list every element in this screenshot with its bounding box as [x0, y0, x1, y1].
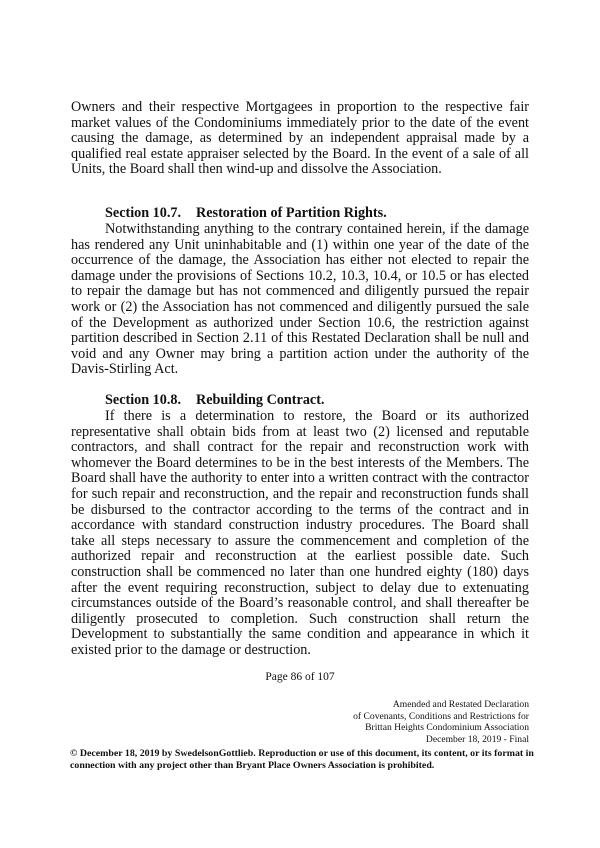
section-title: Rebuilding Contract.	[196, 392, 325, 408]
section-10-8-body: If there is a determination to restore, the Board or its authorized representative shall obtain bids from at least two (2) licensed and reputable contractors, and shall contract for the repair and reconstruction work with whomever the Board determines to be in the best interests of the Members. The Board shall have the authority to enter into a written contract with the contractor for such repair and reconstruction, and the repair and reconstruction funds shall be disbursed to the contractor according to the terms of the contract and in accordance with standard construction industry procedures. The Board shall take all steps necessary to assure the commencement and completion of the authorized repair and reconstruction at the earliest possible date. Such construction shall be commenced no later than one hundred eighty (180) days after the event requiring reconstruction, subject to delay due to extenuating circumstances outside of the Board’s reasonable control, and shall thereafter be diligently prosecuted to completion. Such construction shall return the Development to substantially the same condition and appearance in which it existed prior to the damage or destruction.	[71, 408, 529, 658]
section-title: Restoration of Partition Rights.	[196, 205, 387, 221]
continuation-paragraph: Owners and their respective Mortgagees in proportion to the respective fair market values of the Condominiums immediately prior to the date of the event causing the damage, as determined by an independent appraisal made by a qualified real estate appraiser selected by the Board. In the event of a sale of all Units, the Board shall then wind-up and dissolve the Association.	[71, 99, 529, 178]
doc-id-line: Amended and Restated Declaration	[392, 699, 529, 710]
section-10-7-heading	[105, 206, 387, 222]
copyright-notice: © December 18, 2019 by SwedelsonGottlieb. Reproduction or use of this document, its content, or its format in connection with any project other than Bryant Place Owners Association is prohibited.	[70, 748, 534, 772]
page-number: Page 86 of 107	[265, 671, 335, 683]
section-number: Section 10.7.	[105, 205, 182, 221]
section-10-7-body: Notwithstanding anything to the contrary contained herein, if the damage has rendered any Unit uninhabitable and (1) within one year of the date of the occurrence of the damage, the Association has either not elected to repair the damage under the provisions of Sections 10.2, 10.3, 10.4, or 10.5 or has elected to repair the damage but has not commenced and diligently pursued the repair work or (2) the Association has not commenced and diligently pursued the sale of the Development as authorized under Section 10.6, the restriction against partition described in Section 2.11 of this Restated Declaration shall be null and void and any Owner may bring a partition action under the authority of the Davis-Stirling Act.	[71, 221, 529, 378]
doc-id-line: of Covenants, Conditions and Restrictions for	[353, 710, 529, 722]
doc-id-line: December 18, 2019 - Final	[425, 733, 529, 745]
doc-id-line: Brittan Heights Condominium Association	[365, 722, 529, 734]
section-number: Section 10.8.	[105, 392, 182, 408]
section-10-8-heading	[105, 393, 324, 409]
document-identification	[353, 699, 529, 745]
